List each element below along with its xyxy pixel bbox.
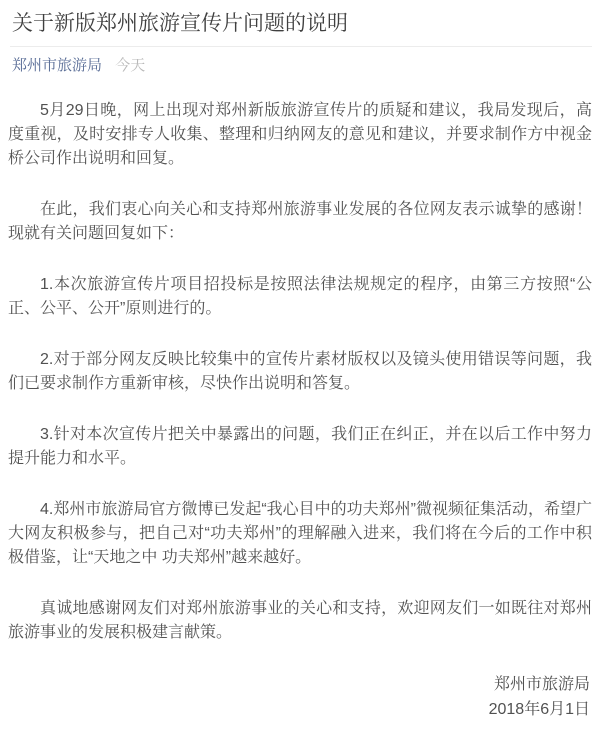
paragraph-closing: 真诚地感谢网友们对郑州旅游事业的关心和支持，欢迎网友们一如既往对郑州旅游事业的发展积极建言献策。 xyxy=(8,600,592,642)
paragraph-thanks: 在此，我们衷心向关心和支持郑州旅游事业发展的各位网友表示诚挚的感谢！现就有关问题回复如下： xyxy=(8,201,592,243)
byline xyxy=(8,47,592,76)
paragraph-intro: 5月29日晚，网上出现对郑州新版旅游宣传片的质疑和建议，我局发现后，高度重视，及时安排专人收集、整理和归纳网友的意见和建议，并要求制作方中视金桥公司作出说明和回复。 xyxy=(8,102,592,168)
paragraph-item-1: 1.本次旅游宣传片项目招投标是按照法律法规规定的程序，由第三方按照“公正、公平、公开”原则进行的。 xyxy=(8,276,592,318)
paragraph-item-3: 3.针对本次宣传片把关中暴露出的问题，我们正在纠正，并在以后工作中努力提升能力和水平。 xyxy=(8,426,592,468)
page-title: 关于新版郑州旅游宣传片问题的说明 xyxy=(12,12,348,35)
paragraph-item-2: 2.对于部分网友反映比较集中的宣传片素材版权以及镜头使用错误等问题，我们已要求制作方重新审核，尽快作出说明和答复。 xyxy=(8,351,592,393)
signature-date: 2018年6月1日 xyxy=(488,701,590,719)
author-link[interactable]: 郑州市旅游局 xyxy=(12,57,103,75)
signature-name: 郑州市旅游局 xyxy=(493,676,590,694)
publish-time: 今天 xyxy=(115,57,146,75)
article-body xyxy=(8,76,592,722)
paragraph-item-4: 4.郑州市旅游局官方微博已发起“我心目中的功夫郑州”微视频征集活动，希望广大网友积极参与，把自己对“功夫郑州”的理解融入进来，我们将在今后的工作中积极借鉴，让“天地之中 功夫郑州”越来越好。 xyxy=(8,501,593,567)
signature-block xyxy=(8,672,592,722)
